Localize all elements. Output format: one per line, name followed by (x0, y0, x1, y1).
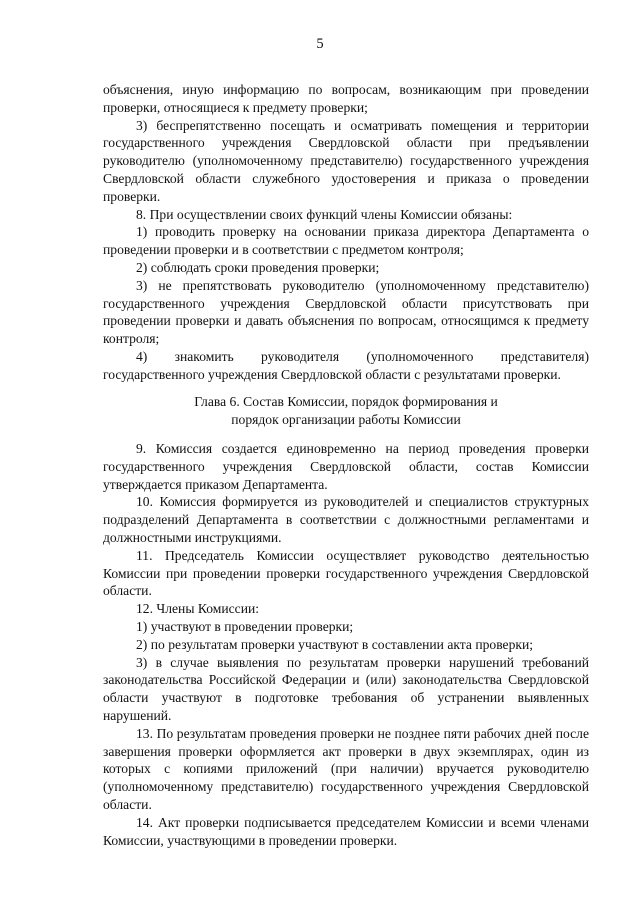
paragraph: 2) соблюдать сроки проведения проверки; (136, 259, 380, 275)
page-number: 5 (316, 36, 324, 52)
paragraph: 3) беспрепятственно посещать и осматривать помещения и территории государственного учреждения Свердловской области при предъявлении руководителю (уполномоченному представителю) государственного учреждения Свердловской области служебного удостоверения и приказа о проведении проверки. (103, 117, 589, 204)
text-block-obligations (103, 81, 589, 384)
paragraph-continuation: объяснения, иную информацию по вопросам, возникающим при проведении проверки, относящиеся к предмету проверки; (103, 82, 589, 115)
paragraph: 1) участвуют в проведении проверки; (136, 618, 354, 634)
paragraph: 14. Акт проверки подписывается председателем Комиссии и всеми членами Комиссии, участвующими в проведении проверки. (103, 814, 589, 848)
paragraph: 2) по результатам проверки участвуют в составлении акта проверки; (136, 636, 534, 652)
text-block-commission (103, 440, 589, 849)
paragraph: 4) знакомить руководителя (уполномоченного представителя) государственного учреждения Свердловской области с результатами проверки. (103, 348, 589, 382)
chapter-heading-line: Глава 6. Состав Комиссии, порядок формирования и (194, 394, 498, 409)
chapter-heading-line: порядок организации работы Комиссии (231, 411, 461, 427)
paragraph: 3) в случае выявления по результатам проверки нарушений требований законодательства Российской Федерации и (или) законодательства Свердловской области участвуют в подготовке требования об устранении выявленных нарушений. (103, 654, 589, 723)
chapter-heading (103, 393, 589, 429)
paragraph: 10. Комиссия формируется из руководителей и специалистов структурных подразделений Департамента в соответствии с должностными регламентами и должностными инструкциями. (103, 494, 589, 545)
paragraph: 8. При осуществлении своих функций члены Комиссии обязаны: (136, 206, 513, 222)
paragraph: 13. По результатам проведения проверки не позднее пяти рабочих дней после завершения проверки оформляется акт проверки в двух экземплярах, один из которых с копиями приложений (при наличии) вручается руководителю (уполномоченному представителю) государственного учреждения Свердловской области. (103, 725, 589, 812)
paragraph: 3) не препятствовать руководителю (уполномоченному представителю) государственного учреждения Свердловской области присутствовать при проведении проверки и давать объяснения по вопросам, относящимся к предмету контроля; (103, 277, 589, 347)
paragraph: 1) проводить проверку на основании приказа директора Департамента о проведении проверки и в соответствии с предметом контроля; (103, 224, 589, 258)
paragraph: 12. Члены Комиссии: (136, 601, 260, 617)
paragraph: 9. Комиссия создается единовременно на период проведения проверки государственного учреждения Свердловской области, состав Комиссии утверждается приказом Департамента. (103, 441, 589, 492)
paragraph: 11. Председатель Комиссии осуществляет руководство деятельностью Комиссии при проведении проверки государственного учреждения Свердловской области. (103, 547, 589, 599)
